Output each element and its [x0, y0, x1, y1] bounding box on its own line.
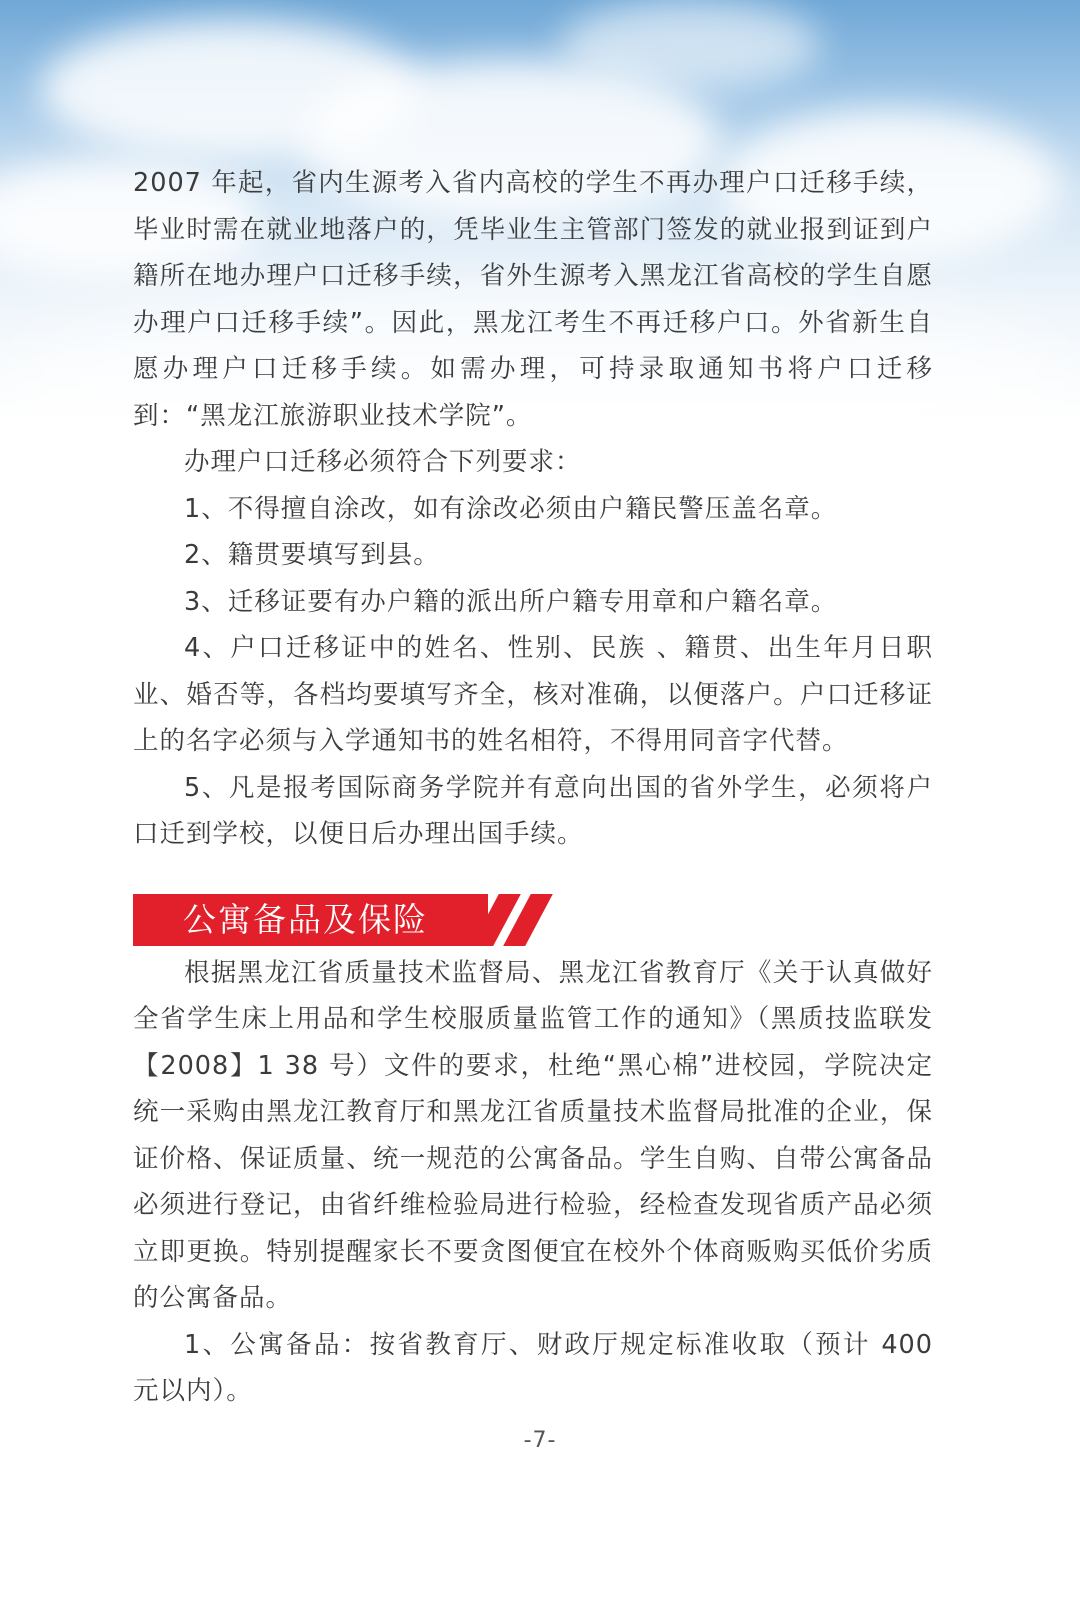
requirement-item-4: 4、户口迁移证中的姓名、性别、民族 、籍贯、出生年月日职业、婚否等，各档均要填写齐全，核对准确，以便落户。户口迁移证上的名字必须与入学通知书的姓名相符，不得用同音字代替。: [133, 633, 933, 756]
cloud: [560, 0, 820, 90]
page-number: -7-: [523, 1428, 557, 1453]
requirement-item-5: 5、凡是报考国际商务学院并有意向出国的省外学生，必须将户口迁到学校，以便日后办理出国手续。: [133, 772, 933, 849]
requirement-item-1: 1、不得擅自涂改，如有涂改必须由户籍民警压盖名章。: [184, 493, 838, 524]
paragraph-apartment-supplies: 根据黑龙江省质量技术监督局、黑龙江省教育厅《关于认真做好全省学生床上用品和学生校服质量监管工作的通知》（黑质技监联发【2008】1 38 号）文件的要求，杜绝“黑心棉”进校园，学院决定统一采购由黑龙江教育厅和黑龙江省质量技术监督局批准的企业，保证价格、保证质量、统一规范的公寓备品。学生自购、自带公寓备品必须进行登记，由省纤维检验局进行检验，经检查发现省质产品必须立即更换。特别提醒家长不要贪图便宜在校外个体商贩购买低价劣质的公寓备品。: [133, 957, 933, 1313]
paragraph-household-intro: 2007 年起，省内生源考入省内高校的学生不再办理户口迁移手续，毕业时需在就业地落户的，凭毕业生主管部门签发的就业报到证到户籍所在地办理户口迁移手续，省外生源考入黑龙江省高校的学生自愿办理户口迁移手续”。因此，黑龙江考生不再迁移户口。外省新生自愿办理户口迁移手续。如需办理，可持录取通知书将户口迁移到：“黑龙江旅游职业技术学院”。: [133, 168, 933, 431]
paragraph-requirements-heading: 办理户口迁移必须符合下列要求：: [184, 447, 582, 477]
supplies-item-1: 1、公寓备品：按省教育厅、财政厅规定标准收取（预计 400 元以内）。: [133, 1329, 933, 1406]
section-title: 公寓备品及保险: [183, 899, 428, 939]
requirement-item-3: 3、迁移证要有办户籍的派出所户籍专用章和户籍名章。: [184, 586, 838, 617]
requirement-item-2: 2、籍贯要填写到县。: [184, 540, 440, 570]
section-header: [133, 894, 553, 946]
page-content: [133, 160, 933, 1415]
